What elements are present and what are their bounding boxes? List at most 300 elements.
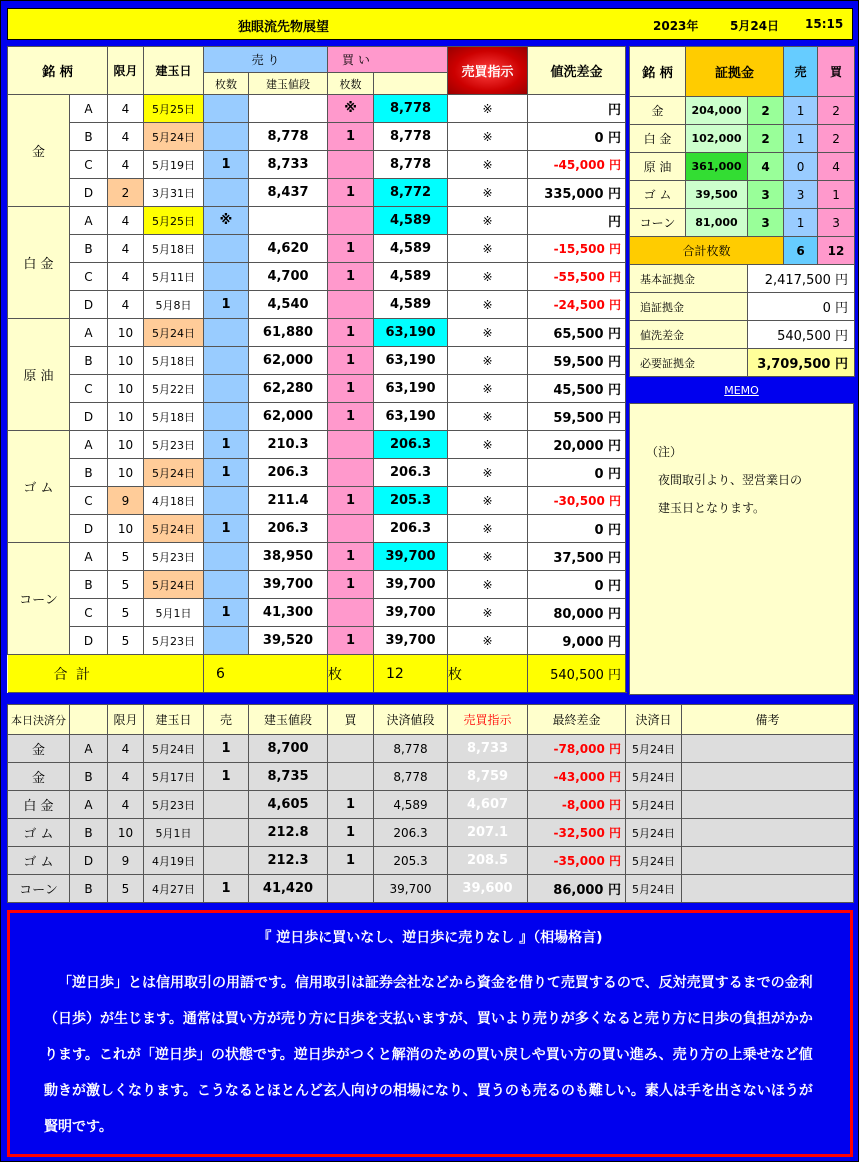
col-sell: 売 り [204, 47, 328, 73]
margin-row [630, 97, 855, 125]
trade-instruction: ※ [448, 179, 528, 207]
buy-count: 1 [328, 571, 374, 599]
proverb-body: 「逆日歩」とは信用取引の用語です。信用取引は証券会社などから資金を借りて売買するので、反対売買するまでの金利（日歩）が生じます。通常は買い方が売り方に日歩を支払いますが、買いより売りが多くなると売り方に日歩の負担がかかります。これが「逆日歩」の状態です。逆日歩がつくと解消のための買い戻しや買い方の買い進み、売り方の上乗せなど値動きが激しくなります。こうなるとほとんど玄人向けの相場になり、買うのも売るのも難しい。素人は手を出さないほうが賢明です。 [44, 975, 813, 1135]
buy-count [328, 515, 374, 543]
settled-month: 5 [108, 875, 144, 903]
contract-class: C [70, 599, 108, 627]
position-row [8, 459, 626, 487]
margin-summary-value: 540,500 円 [748, 321, 855, 349]
trade-instruction: ※ [448, 375, 528, 403]
totals-value: 540,500 円 [528, 655, 626, 693]
settled-buy [328, 763, 374, 791]
settled-class: B [70, 763, 108, 791]
buy-count: 1 [328, 375, 374, 403]
margin-row [630, 181, 855, 209]
commodity-name: 白 金 [8, 207, 70, 319]
sell-count [204, 627, 249, 655]
settled-class: B [70, 875, 108, 903]
margin-sell: 1 [784, 97, 818, 125]
margin-count: 4 [748, 153, 784, 181]
mark-to-market: 45,500 円 [528, 375, 626, 403]
margin-summary-label: 基本証拠金 [630, 265, 748, 293]
settle-col-date: 建玉日 [144, 705, 204, 735]
close-price: 4,589 [374, 207, 448, 235]
close-price: 8,778 [374, 123, 448, 151]
settled-open-price: 41,420 [249, 875, 328, 903]
open-price: 4,620 [249, 235, 328, 263]
margin-sell: 1 [784, 209, 818, 237]
mark-to-market: 円 [528, 95, 626, 123]
settle-col-class [70, 705, 108, 735]
settled-instruction: 39,600 [448, 875, 528, 903]
trade-instruction: ※ [448, 123, 528, 151]
position-row [8, 571, 626, 599]
sell-count [204, 347, 249, 375]
settled-sell [204, 847, 249, 875]
mark-to-market: 80,000 円 [528, 599, 626, 627]
contract-month: 5 [108, 627, 144, 655]
settled-date: 5月24日 [626, 763, 682, 791]
margin-col-margin: 証拠金 [686, 47, 784, 97]
contract-month: 10 [108, 375, 144, 403]
close-price: 39,700 [374, 627, 448, 655]
open-price: 4,700 [249, 263, 328, 291]
settled-commodity: 金 [8, 735, 70, 763]
margin-count: 2 [748, 125, 784, 153]
contract-month: 10 [108, 515, 144, 543]
mark-to-market: -15,500 円 [528, 235, 626, 263]
sell-count [204, 571, 249, 599]
buy-count: 1 [328, 347, 374, 375]
settled-row [8, 763, 854, 791]
position-row [8, 599, 626, 627]
settled-row [8, 847, 854, 875]
open-price [249, 95, 328, 123]
open-price: 62,000 [249, 403, 328, 431]
contract-class: C [70, 151, 108, 179]
col-name: 銘 柄 [8, 47, 108, 95]
margin-amount: 102,000 [686, 125, 748, 153]
settled-month: 10 [108, 819, 144, 847]
header-date: 5月24日 [730, 19, 780, 33]
buy-count [328, 459, 374, 487]
open-price: 61,880 [249, 319, 328, 347]
settle-col-sell: 売 [204, 705, 249, 735]
sell-count [204, 319, 249, 347]
margin-total-sell: 6 [784, 237, 818, 265]
settled-buy: 1 [328, 847, 374, 875]
open-price: 39,700 [249, 571, 328, 599]
open-price: 8,778 [249, 123, 328, 151]
settled-sell: 1 [204, 875, 249, 903]
open-date: 5月24日 [144, 123, 204, 151]
open-date: 5月1日 [144, 599, 204, 627]
memo-link[interactable]: MEMO [724, 384, 759, 397]
buy-count: 1 [328, 487, 374, 515]
mark-to-market: -55,500 円 [528, 263, 626, 291]
settled-row [8, 791, 854, 819]
contract-month: 10 [108, 431, 144, 459]
totals-row [8, 655, 626, 693]
buy-count: 1 [328, 235, 374, 263]
open-price: 38,950 [249, 543, 328, 571]
settled-note [682, 735, 854, 763]
margin-row [630, 125, 855, 153]
trade-instruction: ※ [448, 207, 528, 235]
settled-open-price: 212.3 [249, 847, 328, 875]
contract-class: A [70, 95, 108, 123]
position-row [8, 347, 626, 375]
mark-to-market: 円 [528, 207, 626, 235]
settled-commodity: ゴ ム [8, 847, 70, 875]
contract-month: 10 [108, 347, 144, 375]
position-row [8, 179, 626, 207]
totals-sell-unit: 枚 [328, 655, 374, 693]
open-date: 5月24日 [144, 319, 204, 347]
mark-to-market: 0 円 [528, 459, 626, 487]
buy-count: 1 [328, 319, 374, 347]
close-price: 39,700 [374, 599, 448, 627]
contract-class: D [70, 403, 108, 431]
margin-summary-row [630, 265, 855, 293]
buy-count [328, 431, 374, 459]
margin-buy: 2 [818, 125, 855, 153]
close-price: 39,700 [374, 571, 448, 599]
position-row [8, 95, 626, 123]
margin-summary-value: 2,417,500 円 [748, 265, 855, 293]
open-date: 5月24日 [144, 571, 204, 599]
contract-class: B [70, 123, 108, 151]
open-date: 5月18日 [144, 403, 204, 431]
margin-commodity: 原 油 [630, 153, 686, 181]
settled-buy: 1 [328, 819, 374, 847]
position-row [8, 291, 626, 319]
contract-month: 5 [108, 571, 144, 599]
col-instruction: 売買指示 [448, 47, 528, 95]
margin-col-sell: 売 [784, 47, 818, 97]
trade-instruction: ※ [448, 571, 528, 599]
margin-total-buy: 12 [818, 237, 855, 265]
settled-class: D [70, 847, 108, 875]
settled-note [682, 763, 854, 791]
buy-count [328, 151, 374, 179]
settled-open-date: 5月1日 [144, 819, 204, 847]
open-date: 5月11日 [144, 263, 204, 291]
contract-month: 10 [108, 403, 144, 431]
col-price: 建玉値段 [249, 73, 328, 95]
position-row [8, 515, 626, 543]
settled-instruction: 4,607 [448, 791, 528, 819]
sell-count [204, 543, 249, 571]
memo-line: 建玉日となります。 [658, 501, 766, 515]
contract-class: D [70, 291, 108, 319]
mark-to-market: 9,000 円 [528, 627, 626, 655]
settled-price: 205.3 [374, 847, 448, 875]
mark-to-market: -24,500 円 [528, 291, 626, 319]
sell-count: 1 [204, 151, 249, 179]
margin-total-label: 合計枚数 [630, 237, 784, 265]
settled-sell [204, 791, 249, 819]
trade-instruction: ※ [448, 235, 528, 263]
memo-line: 夜間取引より、翌営業日の [658, 473, 803, 487]
open-date: 5月24日 [144, 459, 204, 487]
contract-class: B [70, 571, 108, 599]
close-price: 8,778 [374, 151, 448, 179]
margin-commodity: コーン [630, 209, 686, 237]
col-month: 限月 [108, 47, 144, 95]
settled-final-diff: -43,000 円 [528, 763, 626, 791]
settled-open-price: 8,700 [249, 735, 328, 763]
position-row [8, 319, 626, 347]
settled-month: 9 [108, 847, 144, 875]
commodity-name: ゴ ム [8, 431, 70, 543]
settle-col-price: 建玉値段 [249, 705, 328, 735]
margin-summary-row [630, 321, 855, 349]
settled-instruction: 8,733 [448, 735, 528, 763]
position-row [8, 403, 626, 431]
margin-commodity: 白 金 [630, 125, 686, 153]
settled-price: 39,700 [374, 875, 448, 903]
close-price: 63,190 [374, 403, 448, 431]
settled-month: 4 [108, 763, 144, 791]
sell-count [204, 179, 249, 207]
buy-count [328, 291, 374, 319]
open-price: 8,733 [249, 151, 328, 179]
settle-col-sdate: 決済日 [626, 705, 682, 735]
mark-to-market: 0 円 [528, 123, 626, 151]
proverb-title: 『 逆日歩に買いなし、逆日歩に売りなし 』（相場格言) [257, 930, 603, 946]
settle-col-instr: 売買指示 [448, 705, 528, 735]
trade-instruction: ※ [448, 291, 528, 319]
margin-summary-row [630, 293, 855, 321]
sell-count [204, 95, 249, 123]
settled-date: 5月24日 [626, 875, 682, 903]
close-price: 4,589 [374, 263, 448, 291]
close-price: 206.3 [374, 515, 448, 543]
mark-to-market: 0 円 [528, 515, 626, 543]
open-price: 210.3 [249, 431, 328, 459]
commodity-name: 原 油 [8, 319, 70, 431]
margin-summary-value: 3,709,500 円 [748, 349, 855, 377]
buy-count [328, 207, 374, 235]
contract-class: B [70, 459, 108, 487]
buy-count: 1 [328, 543, 374, 571]
open-date: 5月23日 [144, 431, 204, 459]
settled-open-price: 212.8 [249, 819, 328, 847]
margin-summary-row [630, 349, 855, 377]
open-price: 206.3 [249, 515, 328, 543]
sell-count [204, 123, 249, 151]
contract-month: 2 [108, 179, 144, 207]
settled-final-diff: -78,000 円 [528, 735, 626, 763]
settled-buy [328, 875, 374, 903]
margin-amount: 39,500 [686, 181, 748, 209]
sell-count [204, 375, 249, 403]
margin-amount: 361,000 [686, 153, 748, 181]
margin-sell: 3 [784, 181, 818, 209]
open-date: 3月31日 [144, 179, 204, 207]
sell-count: 1 [204, 291, 249, 319]
margin-sell: 0 [784, 153, 818, 181]
settled-open-date: 5月24日 [144, 735, 204, 763]
settled-instruction: 207.1 [448, 819, 528, 847]
sell-count [204, 263, 249, 291]
open-price: 206.3 [249, 459, 328, 487]
mark-to-market: 335,000 円 [528, 179, 626, 207]
trade-instruction: ※ [448, 487, 528, 515]
settle-col-name: 本日決済分 [8, 705, 70, 735]
col-diff: 値洗差金 [528, 47, 626, 95]
settled-table [7, 704, 854, 903]
sell-count: 1 [204, 599, 249, 627]
open-date: 5月18日 [144, 347, 204, 375]
contract-month: 10 [108, 319, 144, 347]
position-row [8, 487, 626, 515]
margin-commodity: ゴ ム [630, 181, 686, 209]
mark-to-market: 59,500 円 [528, 347, 626, 375]
contract-month: 4 [108, 235, 144, 263]
open-price: 211.4 [249, 487, 328, 515]
settled-price: 8,778 [374, 735, 448, 763]
contract-class: B [70, 347, 108, 375]
position-row [8, 207, 626, 235]
trade-instruction: ※ [448, 347, 528, 375]
sell-count: 1 [204, 459, 249, 487]
position-row [8, 627, 626, 655]
contract-month: 5 [108, 543, 144, 571]
contract-class: D [70, 179, 108, 207]
trade-instruction: ※ [448, 403, 528, 431]
settled-sell: 1 [204, 735, 249, 763]
settled-final-diff: -8,000 円 [528, 791, 626, 819]
margin-buy: 3 [818, 209, 855, 237]
trade-instruction: ※ [448, 319, 528, 347]
contract-class: D [70, 515, 108, 543]
contract-month: 9 [108, 487, 144, 515]
header-bar [7, 8, 853, 40]
position-row [8, 123, 626, 151]
contract-class: B [70, 235, 108, 263]
buy-count: 1 [328, 627, 374, 655]
close-price: 206.3 [374, 431, 448, 459]
mark-to-market: -45,000 円 [528, 151, 626, 179]
contract-class: C [70, 487, 108, 515]
contract-class: A [70, 319, 108, 347]
sell-count [204, 235, 249, 263]
contract-class: A [70, 207, 108, 235]
settled-month: 4 [108, 735, 144, 763]
contract-class: A [70, 431, 108, 459]
close-price: 39,700 [374, 543, 448, 571]
col-buy: 買 い [328, 47, 448, 73]
settle-col-note: 備考 [682, 705, 854, 735]
trade-instruction: ※ [448, 515, 528, 543]
close-price: 205.3 [374, 487, 448, 515]
open-price: 8,437 [249, 179, 328, 207]
position-row [8, 235, 626, 263]
sell-count: 1 [204, 431, 249, 459]
buy-count: 1 [328, 263, 374, 291]
settled-row [8, 875, 854, 903]
margin-count: 2 [748, 97, 784, 125]
settled-note [682, 819, 854, 847]
mark-to-market: 59,500 円 [528, 403, 626, 431]
open-date: 4月18日 [144, 487, 204, 515]
margin-count: 3 [748, 181, 784, 209]
col-open-date: 建玉日 [144, 47, 204, 95]
settled-note [682, 791, 854, 819]
settled-instruction: 208.5 [448, 847, 528, 875]
open-date: 5月22日 [144, 375, 204, 403]
settled-open-date: 4月19日 [144, 847, 204, 875]
margin-summary-label: 追証拠金 [630, 293, 748, 321]
settled-class: A [70, 791, 108, 819]
commodity-name: コーン [8, 543, 70, 655]
settle-col-month: 限月 [108, 705, 144, 735]
settled-open-date: 5月23日 [144, 791, 204, 819]
trade-instruction: ※ [448, 151, 528, 179]
trade-instruction: ※ [448, 459, 528, 487]
positions-table [7, 46, 626, 693]
settled-final-diff: -35,000 円 [528, 847, 626, 875]
settled-note [682, 847, 854, 875]
mark-to-market: 65,500 円 [528, 319, 626, 347]
contract-month: 4 [108, 95, 144, 123]
open-date: 5月19日 [144, 151, 204, 179]
margin-summary-label: 値洗差金 [630, 321, 748, 349]
margin-sell: 1 [784, 125, 818, 153]
settled-final-diff: 86,000 円 [528, 875, 626, 903]
close-price: 63,190 [374, 319, 448, 347]
settled-price: 8,778 [374, 763, 448, 791]
margin-col-name: 銘 柄 [630, 47, 686, 97]
close-price: 8,778 [374, 95, 448, 123]
settled-buy [328, 735, 374, 763]
contract-month: 4 [108, 291, 144, 319]
sell-count [204, 487, 249, 515]
margin-amount: 204,000 [686, 97, 748, 125]
settle-col-diff: 最終差金 [528, 705, 626, 735]
buy-count: ※ [328, 95, 374, 123]
buy-count: 1 [328, 179, 374, 207]
settled-final-diff: -32,500 円 [528, 819, 626, 847]
open-price: 62,280 [249, 375, 328, 403]
margin-commodity: 金 [630, 97, 686, 125]
open-date: 5月25日 [144, 207, 204, 235]
open-date: 5月23日 [144, 627, 204, 655]
mark-to-market: -30,500 円 [528, 487, 626, 515]
buy-count [328, 599, 374, 627]
settled-open-price: 8,735 [249, 763, 328, 791]
contract-class: C [70, 263, 108, 291]
settled-commodity: ゴ ム [8, 819, 70, 847]
margin-total-row [630, 237, 855, 265]
trade-instruction: ※ [448, 431, 528, 459]
settled-date: 5月24日 [626, 847, 682, 875]
settled-open-date: 4月27日 [144, 875, 204, 903]
position-row [8, 263, 626, 291]
open-price: 4,540 [249, 291, 328, 319]
sell-count [204, 403, 249, 431]
contract-class: D [70, 627, 108, 655]
settled-class: B [70, 819, 108, 847]
margin-buy: 4 [818, 153, 855, 181]
settled-commodity: 白 金 [8, 791, 70, 819]
trade-instruction: ※ [448, 599, 528, 627]
settled-instruction: 8,759 [448, 763, 528, 791]
mark-to-market: 37,500 円 [528, 543, 626, 571]
margin-summary-label: 必要証拠金 [630, 349, 748, 377]
